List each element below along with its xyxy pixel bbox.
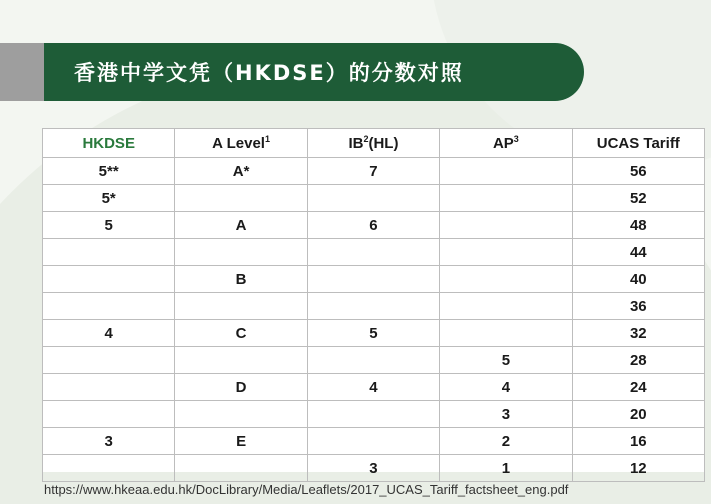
cell-a-level [175, 455, 307, 482]
cell-ib: 6 [307, 212, 439, 239]
cell-ap: 3 [440, 401, 572, 428]
cell-ap: 4 [440, 374, 572, 401]
table-row [43, 428, 705, 455]
cell-ib: 5 [307, 320, 439, 347]
page-title: 香港中学文凭（HKDSE）的分数对照 [74, 61, 464, 85]
cell-ap [440, 293, 572, 320]
cell-ucas-tariff: 32 [572, 320, 704, 347]
cell-ucas-tariff: 28 [572, 347, 704, 374]
cell-hkdse [43, 293, 175, 320]
cell-ap [440, 212, 572, 239]
table-row [43, 401, 705, 428]
table-row [43, 455, 705, 482]
cell-hkdse [43, 347, 175, 374]
cell-hkdse: 5* [43, 185, 175, 212]
cell-ib [307, 185, 439, 212]
header-ap: $AP^3$ [440, 129, 572, 158]
cell-a-level [175, 239, 307, 266]
cell-ucas-tariff: 20 [572, 401, 704, 428]
header-ib: $IB^2(HL)$ [307, 129, 439, 158]
cell-hkdse [43, 239, 175, 266]
cell-ap: 1 [440, 455, 572, 482]
cell-hkdse [43, 401, 175, 428]
header-hkdse: HKDSE [43, 129, 175, 158]
cell-ucas-tariff: 40 [572, 266, 704, 293]
cell-ucas-tariff: 36 [572, 293, 704, 320]
cell-a-level [175, 347, 307, 374]
cell-ap [440, 158, 572, 185]
cell-ucas-tariff: 44 [572, 239, 704, 266]
cell-ap [440, 185, 572, 212]
header-a-level: A Level$^1$ [175, 129, 307, 158]
cell-ap: 2 [440, 428, 572, 455]
table-row [43, 158, 705, 185]
cell-hkdse: 3 [43, 428, 175, 455]
cell-hkdse [43, 374, 175, 401]
cell-ib: 4 [307, 374, 439, 401]
cell-ib [307, 347, 439, 374]
cell-ucas-tariff: 24 [572, 374, 704, 401]
cell-hkdse [43, 266, 175, 293]
cell-hkdse: 5 [43, 212, 175, 239]
cell-ucas-tariff: 56 [572, 158, 704, 185]
cell-a-level: A [175, 212, 307, 239]
table-row [43, 212, 705, 239]
cell-ap [440, 266, 572, 293]
cell-ib [307, 239, 439, 266]
cell-ucas-tariff: 52 [572, 185, 704, 212]
cell-ib [307, 401, 439, 428]
table-header-row [43, 129, 705, 158]
cell-ib [307, 266, 439, 293]
cell-ucas-tariff: 48 [572, 212, 704, 239]
table-row [43, 374, 705, 401]
table-row [43, 320, 705, 347]
cell-ib: 7 [307, 158, 439, 185]
table-row [43, 347, 705, 374]
cell-ib [307, 428, 439, 455]
cell-ap: 5 [440, 347, 572, 374]
comparison-table [42, 128, 705, 482]
cell-ucas-tariff: 12 [572, 455, 704, 482]
cell-a-level [175, 293, 307, 320]
cell-ap [440, 239, 572, 266]
cell-a-level: A* [175, 158, 307, 185]
source-url: https://www.hkeaa.edu.hk/DocLibrary/Media/Leaflets/2017_UCAS_Tariff_factsheet_eng.pdf [44, 482, 569, 497]
title-banner [44, 43, 584, 101]
cell-hkdse [43, 455, 175, 482]
table-body [43, 158, 705, 482]
cell-hkdse: 4 [43, 320, 175, 347]
table-row [43, 239, 705, 266]
cell-ucas-tariff: 16 [572, 428, 704, 455]
cell-a-level: C [175, 320, 307, 347]
cell-a-level: E [175, 428, 307, 455]
table-row [43, 185, 705, 212]
header-ucas-tariff: UCAS Tariff [572, 129, 704, 158]
table-row [43, 266, 705, 293]
cell-a-level [175, 401, 307, 428]
cell-ib [307, 293, 439, 320]
cell-ap [440, 320, 572, 347]
cell-hkdse: 5** [43, 158, 175, 185]
cell-a-level: D [175, 374, 307, 401]
table-row [43, 293, 705, 320]
cell-ib: 3 [307, 455, 439, 482]
cell-a-level [175, 185, 307, 212]
cell-a-level: B [175, 266, 307, 293]
comparison-table-container [42, 128, 705, 477]
